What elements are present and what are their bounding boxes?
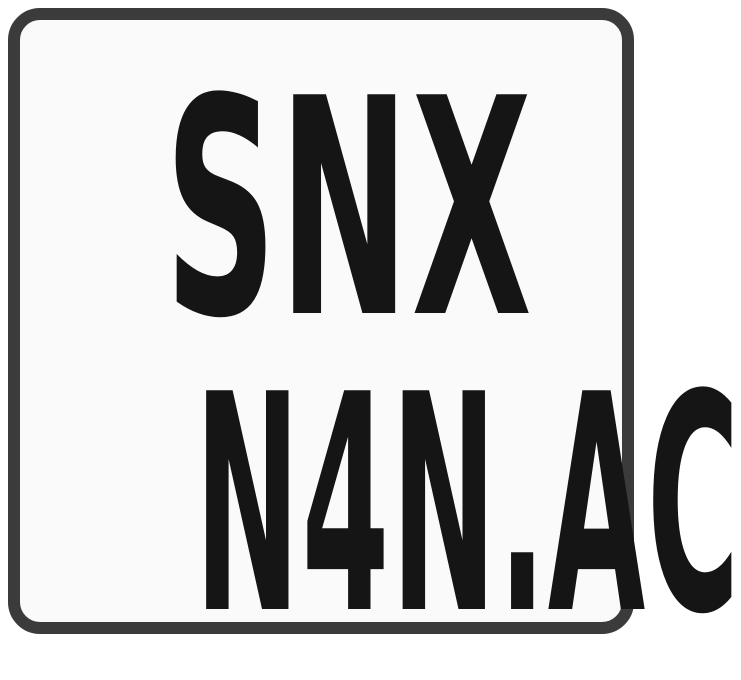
plate-line-2: N4N.AC (194, 331, 741, 680)
plate-line-1: SNX (164, 35, 534, 384)
license-plate (8, 8, 741, 680)
